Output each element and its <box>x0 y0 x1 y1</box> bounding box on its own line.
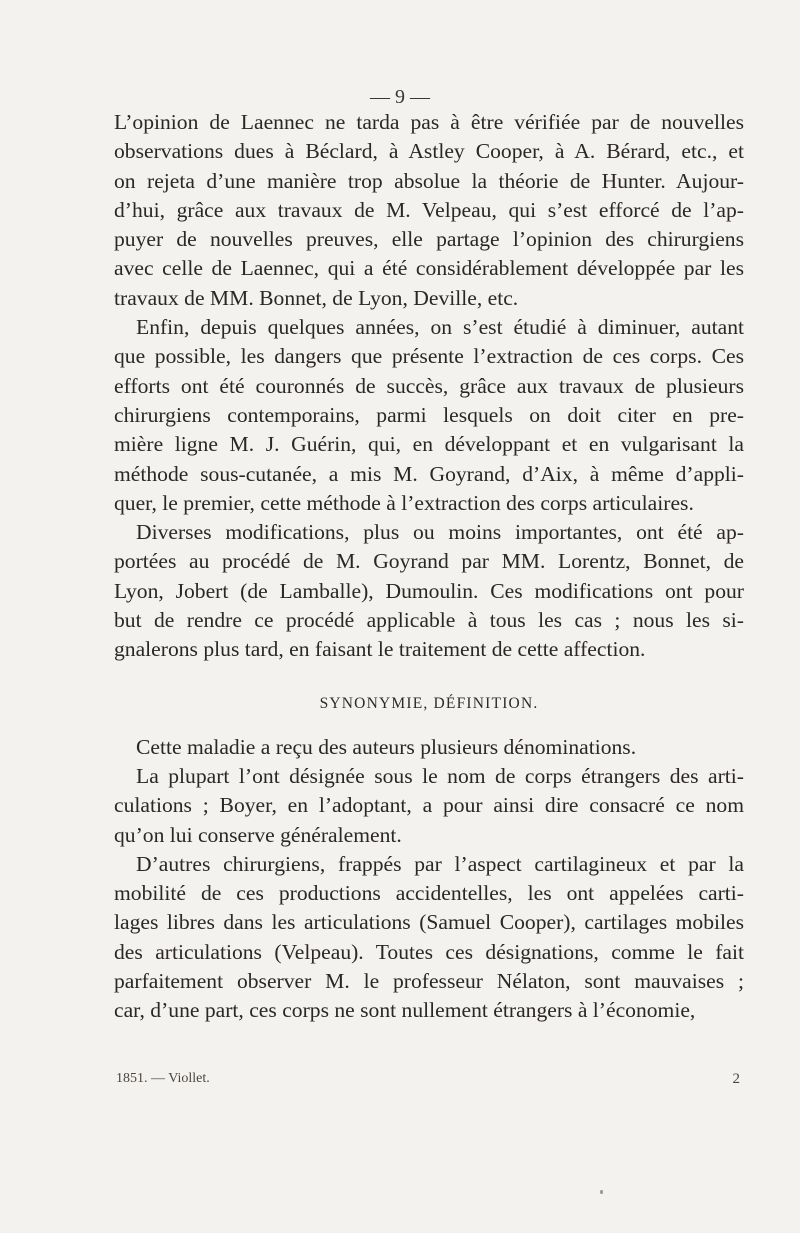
text-line: La plupart l’ont désignée sous le nom de corps étrangers des arti- <box>136 763 744 788</box>
text-line: D’autres chirurgiens, frappés par l’aspect cartilagineux et par la <box>136 851 744 876</box>
text-line: travaux de MM. Bonnet, de Lyon, Deville, etc. <box>114 285 519 310</box>
text-line: puyer de nouvelles preuves, elle partage l’opinion des chirurgiens <box>114 227 744 252</box>
text-line: qu’on lui conserve généralement. <box>114 822 402 847</box>
page-number: — 9 — <box>370 86 430 108</box>
paragraph <box>114 518 744 664</box>
text-line: observations dues à Béclard, à Astley Cooper, à A. Bérard, etc., et <box>114 139 744 164</box>
text-line: quer, le premier, cette méthode à l’extraction des corps articulaires. <box>114 490 694 515</box>
text-line: L’opinion de Laennec ne tarda pas à être vérifiée par de nouvelles <box>114 110 744 134</box>
paragraph <box>114 762 744 850</box>
text-line: Diverses modifications, plus ou moins importantes, ont été ap- <box>136 520 744 545</box>
paragraphs-before-heading <box>114 108 744 665</box>
text-line: portées au procédé de M. Goyrand par MM. Lorentz, Bonnet, de <box>114 549 744 574</box>
text-line: Cette maladie a reçu des auteurs plusieurs dénominations. <box>136 734 637 759</box>
text-line: Enfin, depuis quelques années, on s’est étudié à diminuer, autant <box>136 315 744 340</box>
paragraph <box>114 108 744 313</box>
text-line: parfaitement observer M. le professeur Nélaton, sont mauvaises ; <box>114 969 744 994</box>
section-heading: SYNONYMIE, DÉFINITION. <box>319 694 539 712</box>
paragraph <box>114 850 744 1026</box>
text-line: chirurgiens contemporains, parmi lesquels on doit citer en pre- <box>114 402 744 427</box>
text-line: gnalerons plus tard, en faisant le traitement de cette affection. <box>114 637 646 662</box>
text-line: que possible, les dangers que présente l’extraction de ces corps. Ces <box>114 344 744 369</box>
body-text <box>114 108 744 1026</box>
text-line: d’hui, grâce aux travaux de M. Velpeau, qui s’est efforcé de l’ap- <box>114 197 744 222</box>
text-line: lages libres dans les articulations (Samuel Cooper), cartilages mobiles <box>114 910 744 935</box>
text-line: efforts ont été couronnés de succès, grâce aux travaux de plusieurs <box>114 373 744 398</box>
footer-signature: 1851. — Viollet. <box>116 1071 210 1086</box>
sheet-number: 2 <box>732 1071 740 1087</box>
text-line: avec celle de Laennec, qui a été considérablement développée par les <box>114 256 744 281</box>
paragraph <box>114 733 744 762</box>
text-line: car, d’une part, ces corps ne sont nullement étrangers à l’économie, <box>114 998 696 1023</box>
paragraphs-after-heading <box>114 733 744 1026</box>
text-line: on rejeta d’une manière trop absolue la théorie de Hunter. Aujour- <box>114 168 744 193</box>
text-line: mière ligne M. J. Guérin, qui, en développant et en vulgarisant la <box>114 432 744 457</box>
text-line: Lyon, Jobert (de Lamballe), Dumoulin. Ces modifications ont pour <box>114 578 744 603</box>
text-line: méthode sous-cutanée, a mis M. Goyrand, d’Aix, à même d’appli- <box>114 461 744 486</box>
text-line: culations ; Boyer, en l’adoptant, a pour ainsi dire consacré ce nom <box>114 793 744 818</box>
text-line: but de rendre ce procédé applicable à tous les cas ; nous les si- <box>114 608 744 633</box>
paragraph <box>114 313 744 518</box>
text-line: mobilité de ces productions accidentelles, les ont appelées carti- <box>114 881 744 906</box>
text-line: des articulations (Velpeau). Toutes ces désignations, comme le fait <box>114 939 744 964</box>
paper-speck <box>600 1190 603 1194</box>
